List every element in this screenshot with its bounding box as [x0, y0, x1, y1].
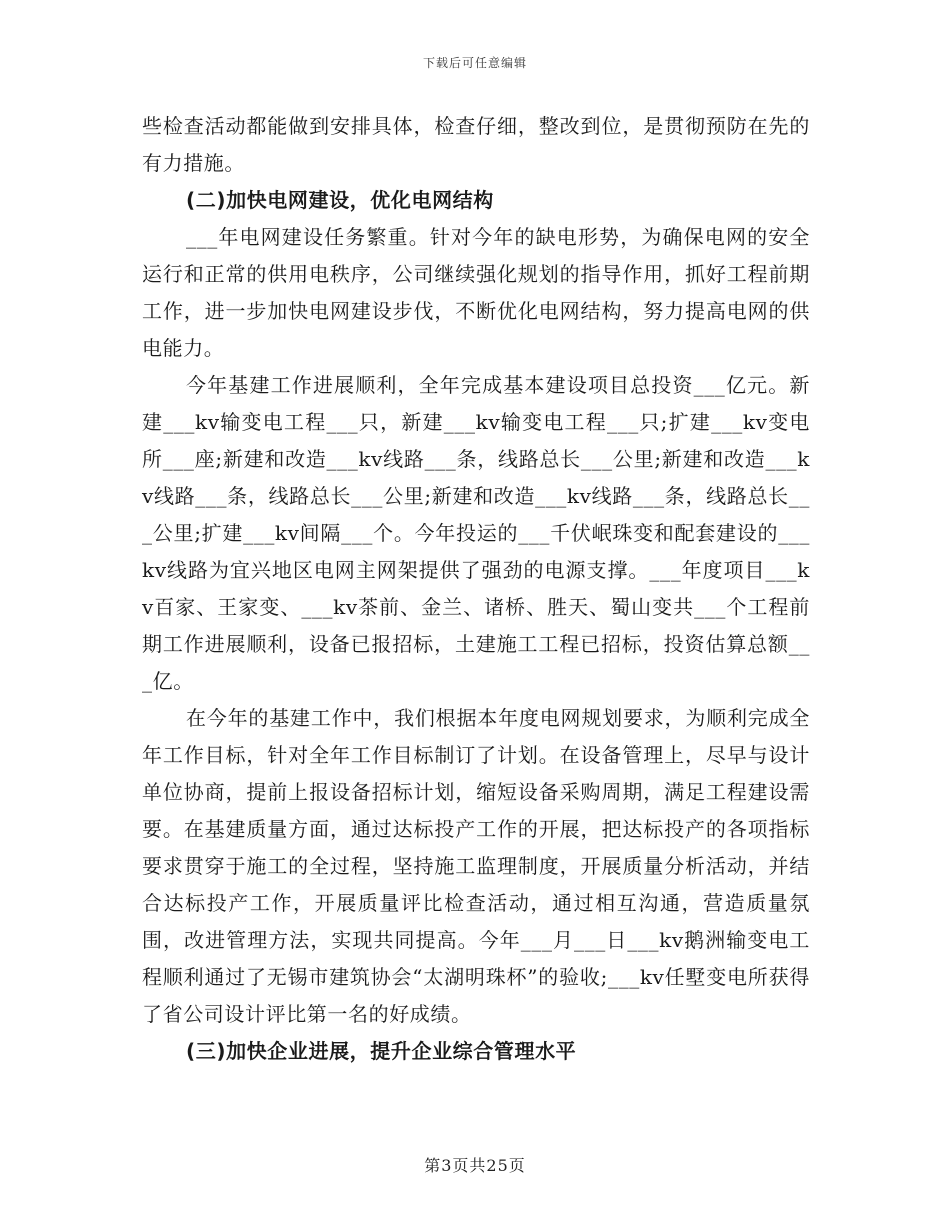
page-number: 第3页共25页 — [424, 1156, 526, 1175]
paragraph-quality-management: 在今年的基建工作中，我们根据本年度电网规划要求，为顺利完成全年工作目标，针对全年工作目标制订了计划。在设备管理上，尽早与设计单位协商，提前上报设备招标计划，缩短设备采购周期，满足工程建设需要。在基建质量方面，通过达标投产工作的开展，把达标投产的各项指标要求贯穿于施工的全过程，坚持施工监理制度，开展质量分析活动，并结合达标投产工作，开展质量评比检查活动，通过相互沟通，营造质量氛围，改进管理方法，实现共同提高。今年___月___日___kv鹅洲输变电工程顺利通过了无锡市建筑协会“太湖明珠杯”的验收;___kv任墅变电所获得了省公司设计评比第一名的好成绩。 — [142, 706, 810, 1026]
paragraph-grid-tasks: ___年电网建设任务繁重。针对今年的缺电形势，为确保电网的安全运行和正常的供用电秩序，公司继续强化规划的指导作用，抓好工程前期工作，进一步加快电网建设步伐，不断优化电网结构，努力提高电网的供电能力。 — [142, 225, 810, 360]
header-note: 下载后可任意编辑 — [422, 56, 527, 70]
section-heading-2: (二)加快电网建设，优化电网结构 — [186, 188, 494, 212]
paragraph-intro: 些检查活动都能做到安排具体，检查仔细，整改到位，是贯彻预防在先的有力措施。 — [142, 114, 810, 175]
document-body — [142, 108, 810, 1070]
section-heading-3: (三)加快企业进展，提升企业综合管理水平 — [186, 1039, 577, 1063]
paragraph-construction-progress: 今年基建工作进展顺利，全年完成基本建设项目总投资___亿元。新建___kv输变电工程___只，新建___kv输变电工程___只;扩建___kv变电所___座;新建和改造___kv线路___条，线路总长___公里;新建和改造___kv线路___条，线路总长___公里;新建和改造___kv线路___条，线路总长___公里;扩建___kv间隔___个。今年投运的___千伏岷珠变和配套建设的___kv线路为宜兴地区电网主网架提供了强劲的电源支撑。___年度项目___kv百家、王家变、___kv茶前、金兰、诸桥、胜天、蜀山变共___个工程前期工作进展顺利，设备已报招标，土建施工工程已招标，投资估算总额___亿。 — [142, 373, 810, 693]
